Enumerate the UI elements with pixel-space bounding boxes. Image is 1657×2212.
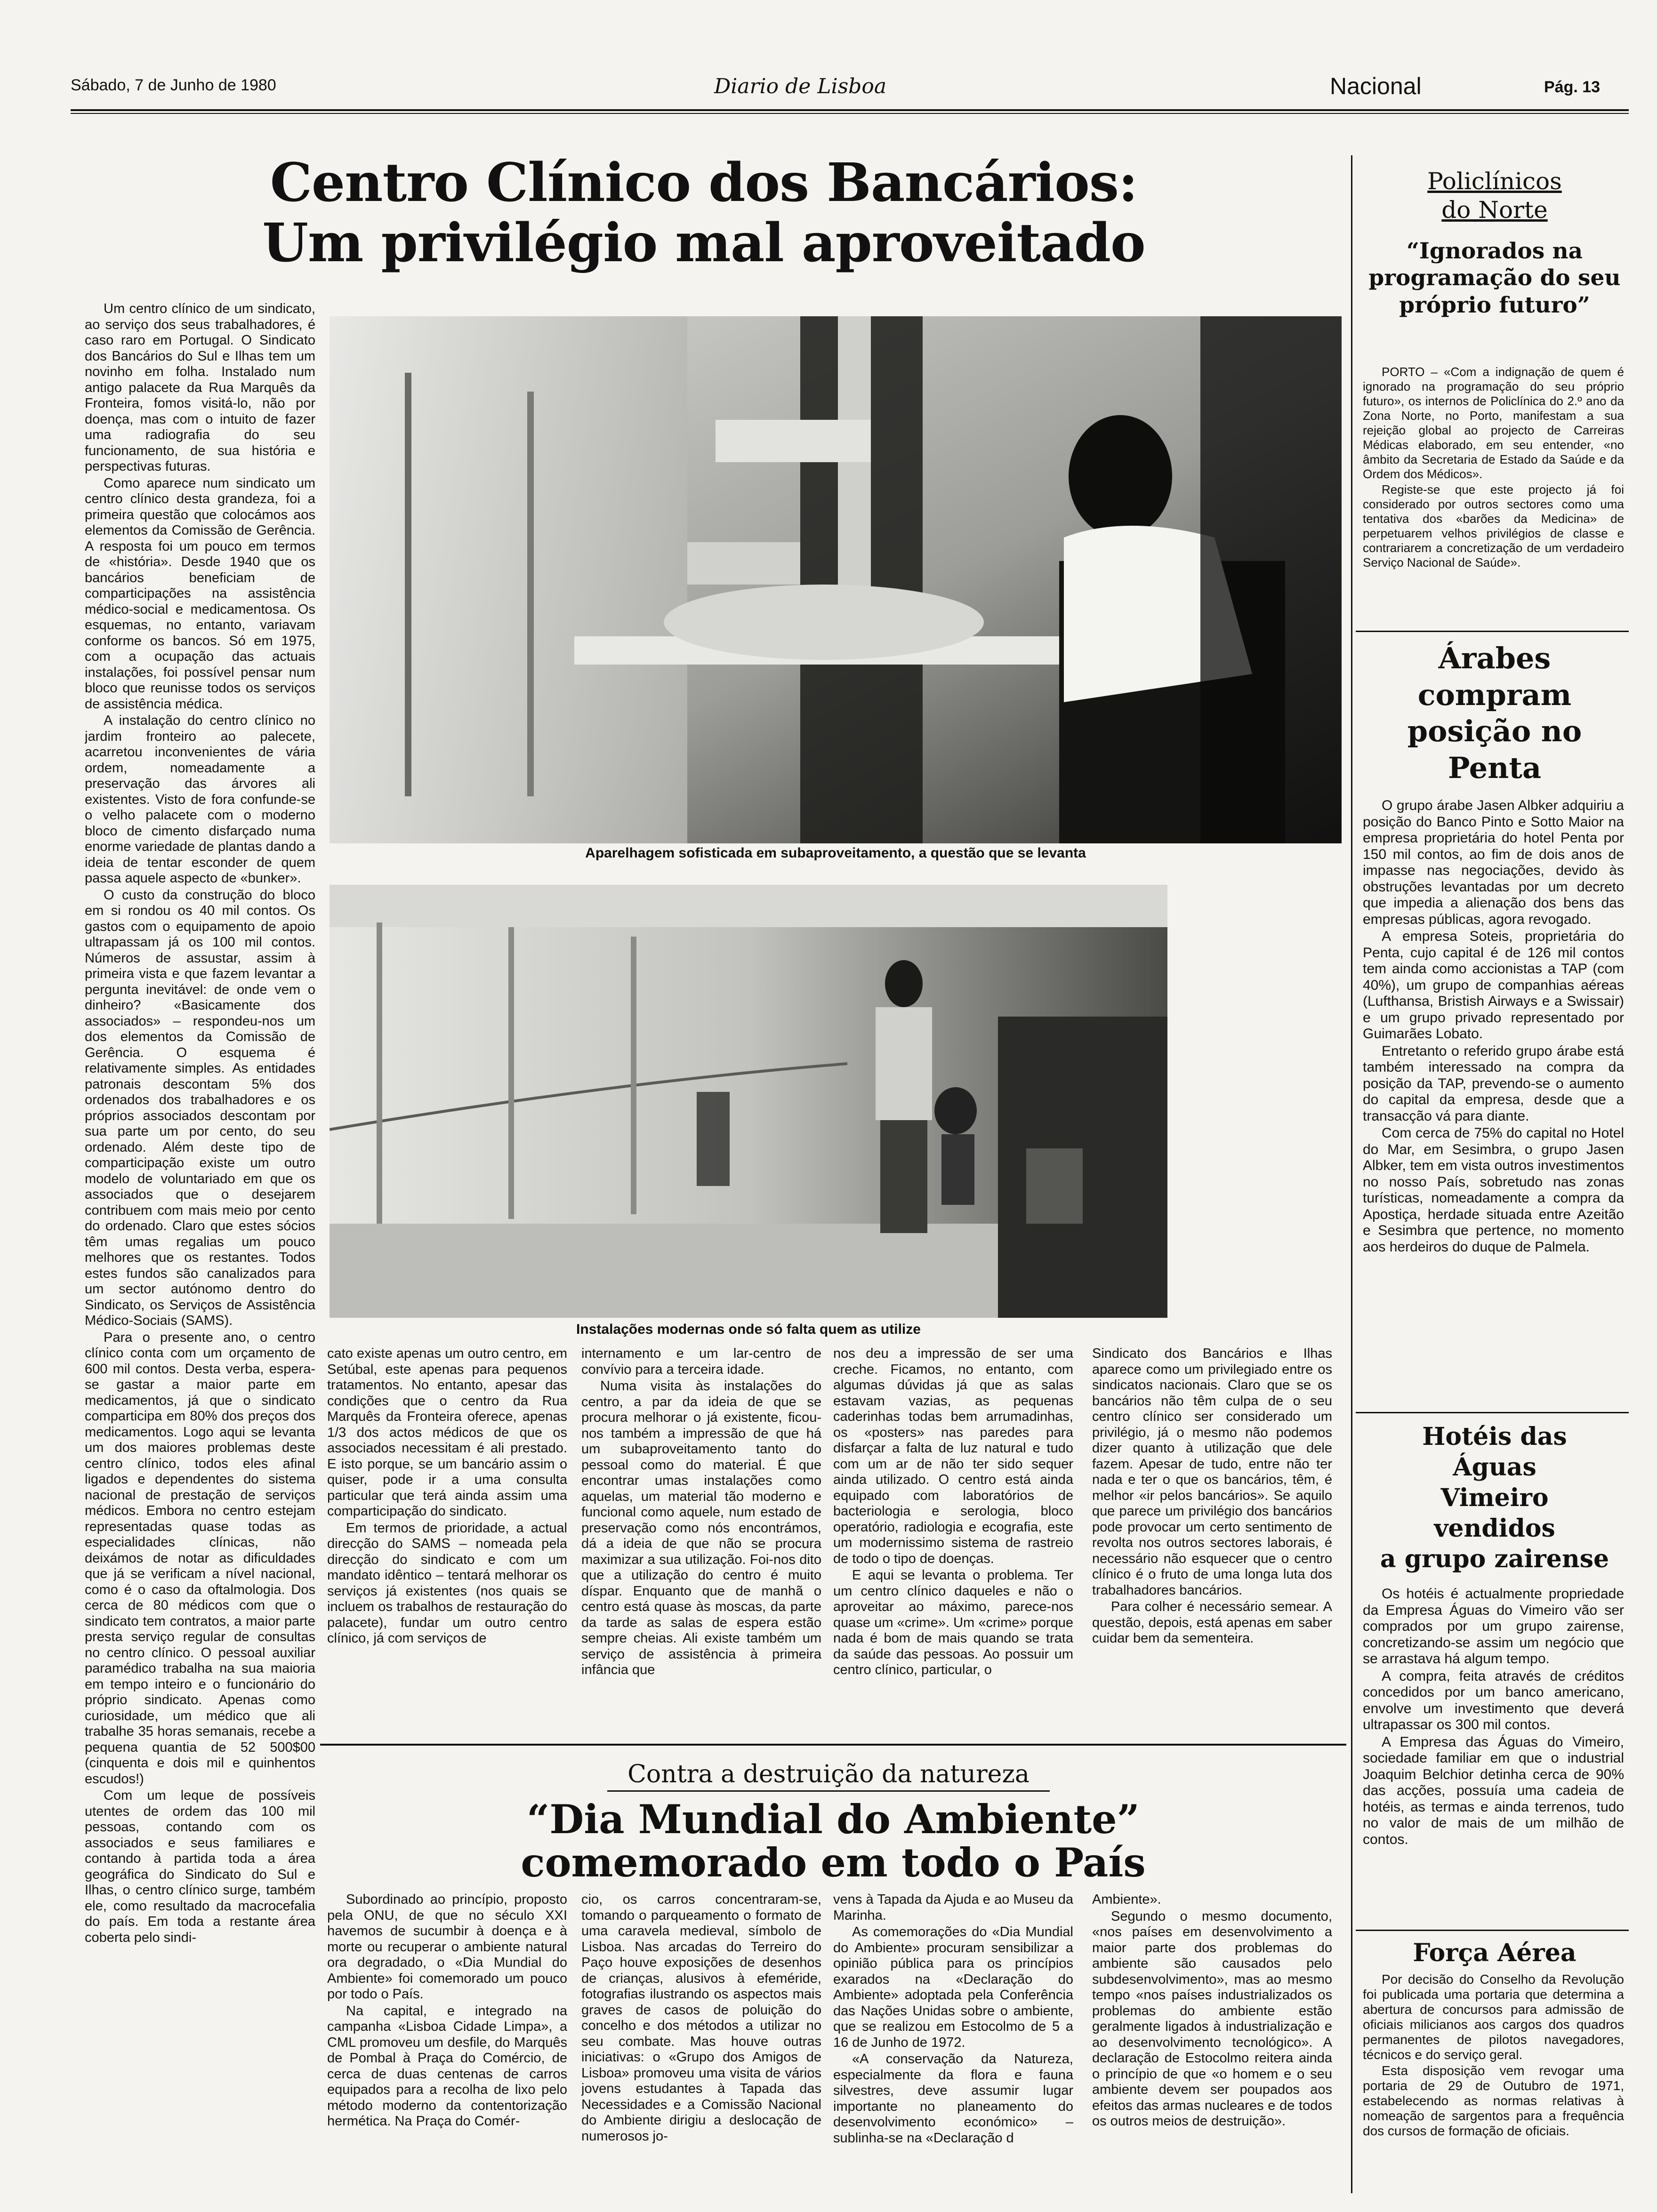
issue-date: Sábado, 7 de Junho de 1980 <box>71 76 276 94</box>
environment-kicker: Contra a destruição da natureza <box>607 1760 1050 1792</box>
paragraph: Um centro clínico de um sindicato, ao serviço dos seus trabalhadores, é caso raro em Portugal. O Sindicato dos Bancários do Sul e Ilhas tem um novinho em folha. Instalado num antigo palacete da Rua Marquês da Fronteira, fomos visitá-lo, não por doença, mas com o intuito de fazer uma radiografia do seu funcionamento, de sua história e perspectivas futuras. <box>85 301 315 474</box>
section-divider <box>320 1744 1346 1746</box>
paragraph: vens à Tapada da Ajuda e ao Museu da Marinha. <box>833 1892 1073 1923</box>
environment-column-2 <box>581 1892 821 2193</box>
sidebar-story-1-body <box>1363 365 1624 621</box>
main-article-column-2 <box>327 1346 567 1741</box>
sidebar-divider <box>1351 155 1352 2193</box>
paragraph: A instalação do centro clínico no jardim fronteiro ao palecete, acarretou inconvenientes de vária ordem, nomeadamente a preservação das árvores ali existentes. Visto de fora confunde-se o velho palacete com o moderno bloco de cimento disfarçado numa enorme variedade de plantas dando a ideia de tentar esconder de quem passa aquele aspecto de «bunker». <box>85 713 315 886</box>
paragraph: nos deu a impressão de ser uma creche. Ficamos, no entanto, com algumas dúvidas já que as salas estavam vazias, as pequenas caderinhas todas bem arrumadinhas, os «posters» nas paredes para disfarçar a falta de luz natural e tudo com um ar de não ter sido sequer ainda utilizado. O centro está ainda equipado com laboratórios de bacteriologia e serologia, bloco operatório, radiologia e ecografia, este um modernissimo sistema de rastreio de todo o tipo de doenças. <box>833 1346 1073 1566</box>
environment-column-4 <box>1092 1892 1332 2193</box>
main-article-column-3 <box>581 1346 821 1741</box>
environment-column-3 <box>833 1892 1073 2193</box>
paragraph: Como aparece num sindicato um centro clínico desta grandeza, foi a primeira questão que colocámos aos elementos da Comissão de Gerência. A resposta foi um pouco em termos de «história». Desde 1940 que os bancários beneficiam de comparticipações na assistência médico-social e medicamentosa. Os esquemas, no entanto, variavam conforme os bancos. Só em 1975, com a ocupação das actuais instalações, foi possível pensar num bloco que reunisse todos os serviços de assistência médica. <box>85 475 315 712</box>
paragraph: cato existe apenas um outro centro, em Setúbal, este apenas para pequenos tratamentos. No entanto, apesar das condições que o centro da Rua Marquês da Fronteira oferece, apenas 1/3 dos actos médicos de que os associados necessitam é ali prestado. E isto porque, se um bancário assim o quiser, pode ir a uma consulta particular que terá ainda assim uma comparticipação do sindicato. <box>327 1346 567 1519</box>
page-number: Pág. 13 <box>1544 78 1601 96</box>
sidebar-story-4-headline: Força Aérea <box>1413 1939 1577 1967</box>
paragraph: Sindicato dos Bancários e Ilhas aparece como um privilegiado entre os sindicatos nacionais. Claro que se os bancários não têm culpa de o seu centro clínico ser considerado um privilégio, já o mesmo não podemos dizer quanto à utilização que dele fazem. Apesar de tudo, entre não ter nada e ter o que os bancários, têm, é melhor «ir pelos bancários». Se aquilo que parece um privilégio dos bancários pode provocar um certo sentimento de revolta nos outros sectores laborais, é necessário não esquecer que o centro clínico é o fruto de uma longa luta dos trabalhadores bancários. <box>1092 1346 1332 1598</box>
masthead <box>71 66 1624 113</box>
sidebar-story-1-kicker <box>1360 167 1629 224</box>
headline-line-2: a grupo zairense <box>1380 1545 1609 1573</box>
paragraph: Para o presente ano, o centro clínico conta com um orçamento de 600 mil contos. Desta verba, espera-se gastar a maior parte em medicamentos, já que o sindicato comparticipa em 80% dos preços dos medicamentos. Logo aqui se levanta um dos maiores problemas deste centro clínico, todos eles afinal ligados e dependentes do sistema nacional de prestação de serviços médicos. Embora no centro estejam representadas quase todas as especialidades clínicas, não deixámos de notar as dificuldades que já se verificam a nível nacional, como é o caso da oftalmologia. Dos cerca de 80 médicos com que o sindicato tem contratos, a maior parte presta serviço regular de consultas no centro clínico. O pessoal auxiliar paramédico trabalha na sua maioria em tempo inteiro e o funcionário do próprio sindicato. Apenas como curiosidade, um médico que ali trabalhe 35 horas semanais, recebe a pequena quantia de 52 500$00 (cinquenta e dois mil e quinhentos escudos!) <box>85 1330 315 1787</box>
environment-column-1 <box>327 1892 567 2193</box>
newspaper-name: Diario de Lisboa <box>714 74 887 98</box>
sidebar-rule <box>1356 1930 1629 1931</box>
section-name: Nacional <box>1330 73 1422 99</box>
environment-headline-line-2: comemorado em todo o País <box>521 1839 1146 1886</box>
sidebar-rule <box>1356 1412 1629 1413</box>
photo-caption-2: Instalações modernas onde só falta quem as utilize <box>576 1322 921 1337</box>
paragraph: O custo da construção do bloco em si rondou os 40 mil contos. Os gastos com o equipamento de apoio ultrapassam já os 100 mil contos. Números de assustar, assim à primeira vista e que fazem levantar a pergunta inevitável: de onde vem o dinheiro? «Basicamente dos associados» – respondeu-nos um dos elementos da Comissão de Gerência. O esquema é relativamente simples. As entidades patronais descontam 5% dos ordenados dos trabalhadores e os próprios associados descontam por sua parte um por cento, do seu ordenado. Além deste tipo de comparticipação existe um outro modelo de voluntariado em que os associados que o desejarem contribuem com mais meio por cento do ordenado. Claro que estes sócios têm umas regalias um pouco melhores que os restantes. Todos estes fundos são canalizados para um sector autónomo dentro do Sindicato, os Serviços de Assistência Médico-Sociais (SAMS). <box>85 887 315 1328</box>
paragraph: Para colher é necessário semear. A questão, depois, está apenas em saber cuidar bem da sementeira. <box>1092 1599 1332 1646</box>
paragraph: A empresa Soteis, proprietária do Penta, cujo capital é de 126 mil contos tem ainda como accionistas a TAP (com 40%), um grupo de companhias aéreas (Lufthansa, Bristish Airways e a Swissair) e um grupo privado representado por Guimarães Lobato. <box>1363 929 1624 1042</box>
photo-caption-1: Aparelhagem sofisticada em subaproveitamento, a questão que se levanta <box>585 845 1086 861</box>
paragraph: Na capital, e integrado na campanha «Lisboa Cidade Limpa», a CML promoveu um desfile, do Marquês de Pombal à Praça do Comércio, de cerca de duas centenas de carros equipados para a recolha de lixo pelo método moderno da contentorização hermética. Na Praça do Comér- <box>327 2003 567 2129</box>
main-headline-line-2: Um privilégio mal aproveitado <box>262 212 1145 274</box>
sidebar-story-1-headline: “Ignorados na programação do seu próprio futuro” <box>1368 238 1621 318</box>
photo-corridor-image <box>330 885 1167 1318</box>
paragraph: A compra, feita através de créditos concedidos por um banco americano, envolve um investimento que deverá ultrapassar os 300 mil contos. <box>1363 1668 1624 1732</box>
paragraph: Subordinado ao princípio, proposto pela ONU, de que no século XXI havemos de sucumbir à doença e à morte ou recuperar o ambiente natural ora degradado, o «Dia Mundial do Ambiente» foi comemorado um pouco por todo o País. <box>327 1892 567 2002</box>
main-article-column-4 <box>833 1346 1073 1741</box>
paragraph: cio, os carros concentraram-se, tomando o parqueamento o formato de uma caravela medieval, símbolo de Lisboa. Nas arcadas do Terreiro do Paço houve exposições de desenhos de crianças, alusivos à efeméride, fotografias ilustrando os aspectos mais graves de casos de poluição do concelho e dos métodos a utilizar no seu combate. Mas houve outras iniciativas: o «Grupo dos Amigos de Lisboa» promoveu uma visita de vários jovens estudantes à Tapada das Necessidades e a Comissão Nacional do Ambiente dirigiu a deslocação de numerosos jo- <box>581 1892 821 2144</box>
paragraph: PORTO – «Com a indignação de quem é ignorado na programação do seu próprio futuro», os internos de Policlínica do 2.º ano da Zona Norte, no Porto, manifestam a sua rejeição global ao projecto de Carreiras Médicas elaborado, em seu entender, «no âmbito da Secretaria de Estado da Saúde e da Ordem dos Médicos». <box>1363 365 1624 481</box>
kicker-line-1: Policlínicos <box>1427 168 1562 195</box>
photo-xray-room <box>330 316 1342 843</box>
masthead-rule-thin <box>71 113 1629 114</box>
sidebar-story-4-body <box>1363 1972 1624 2198</box>
paragraph: Entretanto o referido grupo árabe está também interessado na compra da posição da TAP, prevendo-se o aumento do capital da empresa, desde que a transacção vá para diante. <box>1363 1043 1624 1124</box>
sidebar-story-2-body <box>1363 798 1624 1410</box>
environment-headline <box>320 1798 1346 1885</box>
paragraph: O grupo árabe Jasen Albker adquiriu a posição do Banco Pinto e Sotto Maior na empresa proprietária do hotel Penta por 150 mil contos, ao fim de dois anos de impasse nas negociações, devido às obstruções levantadas por um decreto que impedia a alienação dos bens das empresas públicas, agora revogado. <box>1363 798 1624 927</box>
sidebar-story-3-body <box>1363 1586 1624 1953</box>
paragraph: Esta disposição vem revogar uma portaria de 29 de Outubro de 1971, estabelecendo as normas relativas à nomeação de sargentos para a frequência dos cursos de formação de oficiais. <box>1363 2063 1624 2138</box>
masthead-rule <box>71 109 1629 111</box>
paragraph: As comemorações do «Dia Mundial do Ambiente» procuram sensibilizar a opinião pública para os princípios exarados na «Declaração do Ambiente» adoptada pela Conferência das Nações Unidas sobre o ambiente, que se realizou em Estocolmo de 5 a 16 de Junho de 1972. <box>833 1924 1073 2050</box>
paragraph: E aqui se levanta o problema. Ter um centro clínico daqueles e não o aproveitar ao máximo, parece-nos quase um «crime». Um «crime» porque nada é bom de mais quando se trata da saúde das pessoas. Ao possuir um centro clínico, particular, o <box>833 1568 1073 1677</box>
headline-line-1: Hotéis das Águas Vimeiro vendidos <box>1422 1422 1567 1543</box>
sidebar-story-2-headline: Árabes compram posição no Penta <box>1407 641 1582 785</box>
main-headline <box>80 153 1327 273</box>
paragraph: Por decisão do Conselho da Revolução foi publicada uma portaria que determina a abertura de concursos para admissão de oficiais milicianos aos cargos dos quadros permanentes de pilotos navegadores, técnicos e do serviço geral. <box>1363 1972 1624 2062</box>
paragraph: Com cerca de 75% do capital no Hotel do Mar, em Sesimbra, o grupo Jasen Albker, tem em vista outros investimentos no nosso País, sobretudo nas zonas turísticas, nomeadamente a compra da Apostiça, herdade situada entre Azeitão e Sesimbra que pertence, no momento aos herdeiros do duque de Palmela. <box>1363 1125 1624 1255</box>
environment-headline-line-1: “Dia Mundial do Ambiente” <box>527 1796 1140 1843</box>
sidebar-rule <box>1356 631 1629 632</box>
main-headline-line-1: Centro Clínico dos Bancários: <box>270 152 1138 214</box>
paragraph: internamento e um lar-centro de convívio para a terceira idade. <box>581 1346 821 1377</box>
sidebar-story-3-headline <box>1360 1421 1629 1574</box>
kicker-line-2: do Norte <box>1441 196 1548 224</box>
paragraph: Com um leque de possíveis utentes de ordem das 100 mil pessoas, contando com os associados e seus familiares e contando à partida toda a área geográfica do Sindicato do Sul e Ilhas, o centro clínico surge, também ele, como resultado da macrocefalia do país. Em toda a restante área coberta pelo sindi- <box>85 1788 315 1945</box>
paragraph: A Empresa das Águas do Vimeiro, sociedade familiar em que o industrial Joaquim Belchior detinha cerca de 90% das acções, possuía uma cadeia de hotéis, as termas e ainda terrenos, tudo no valor de mais de um milhão de contos. <box>1363 1734 1624 1847</box>
paragraph: Segundo o mesmo documento, «nos países em desenvolvimento a maior parte dos problemas do ambiente são causados pelo subdesenvolvimento», mas ao mesmo tempo «nos países industrializados os problemas do ambiente estão geralmente ligados à industrialização e ao desenvolvimento tecnológico». A declaração de Estocolmo reitera ainda o princípio de que «o homem e o seu ambiente devem ser poupados aos efeitos das armas nucleares e de todos os outros meios de destruição». <box>1092 1908 1332 2129</box>
paragraph: «A conservação da Natureza, especialmente da flora e fauna silvestres, deve assumir lugar importante no planeamento do desenvolvimento económico» – sublinha-se na «Declaração d <box>833 2052 1073 2146</box>
main-article-column-1 <box>85 301 315 2160</box>
paragraph: Os hotéis é actualmente propriedade da Empresa Águas do Vimeiro vão ser comprados por um grupo zairense, concretizando-se assim um negócio que se arrastava há algum tempo. <box>1363 1586 1624 1667</box>
paragraph: Em termos de prioridade, a actual direcção do SAMS – nomeada pela direcção do sindicato e com um mandato idêntico – tentará melhorar os serviços já existentes (nos quais se incluem os trabalhos de restauração do palacete), fundar um outro centro clínico, já com serviços de <box>327 1520 567 1646</box>
photo-xray-room-image <box>330 316 1342 843</box>
paragraph: Numa visita às instalações do centro, a par da ideia de que se procura melhorar o já existente, ficou-nos também a impressão de que há um subaproveitamento tanto do pessoal como do material. É que encontrar umas instalações como aquelas, um material tão moderno e funcional como aquele, num estado de preservação como nós encontrámos, dá a ideia de que não se procura maximizar a sua utilização. Foi-nos dito que a utilização do centro é muito díspar. Enquanto que de manhã o centro está quase às moscas, da parte da tarde as salas de espera estão sempre cheias. Ali existe também um serviço de assistência à primeira infância que <box>581 1378 821 1677</box>
main-article-column-5 <box>1092 1346 1332 1741</box>
photo-corridor <box>330 885 1167 1318</box>
paragraph: Registe-se que este projecto já foi considerado por outros sectores como uma tentativa dos «barões da Medicina» de perpetuarem velhos privilégios de classe e contrariarem a concretização de um verdadeiro Serviço Nacional de Saúde». <box>1363 482 1624 569</box>
paragraph: Ambiente». <box>1092 1892 1161 1907</box>
